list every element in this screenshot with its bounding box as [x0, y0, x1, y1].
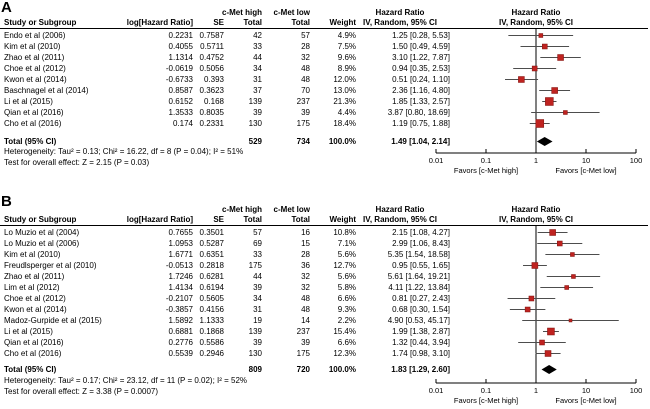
total-high-value: 42 [253, 31, 262, 40]
total-low-column-header: Total [291, 215, 310, 224]
total-high-value: 39 [253, 338, 262, 347]
forest-plot-canvas [426, 2, 650, 190]
hr-marker [571, 275, 575, 279]
se-value: 0.8035 [199, 108, 224, 117]
total-low-value: 48 [301, 305, 310, 314]
study-column-header: Study or Subgroup [4, 18, 77, 27]
ci-text: 4.90 [0.53, 45.17] [387, 316, 450, 325]
total-weight: 100.0% [328, 137, 356, 146]
log-hr-value: -0.3857 [165, 305, 193, 314]
weight-column-header: Weight [329, 215, 356, 224]
total-high-sum: 809 [248, 365, 262, 374]
total-high-value: 69 [253, 239, 262, 248]
log-hr-value: -0.6733 [165, 75, 193, 84]
total-low-value: 36 [301, 261, 310, 270]
log-hr-value: 0.7655 [168, 228, 193, 237]
log-hr-value: 0.6152 [168, 97, 193, 106]
total-label: Total (95% CI) [4, 365, 57, 374]
ci-text: 1.32 [0.44, 3.94] [392, 338, 450, 347]
weight-value: 6.6% [337, 338, 356, 347]
hr-marker [569, 319, 572, 322]
hr-marker [532, 263, 538, 269]
summary-diamond [537, 137, 553, 146]
study-name: Cho et al (2016) [4, 349, 62, 358]
ci-text: 2.99 [1.06, 8.43] [392, 239, 450, 248]
total-low-value: 32 [301, 272, 310, 281]
total-label: Total (95% CI) [4, 137, 57, 146]
weight-value: 5.6% [337, 250, 356, 259]
weight-value: 8.9% [337, 64, 356, 73]
log-hr-value: 1.3533 [168, 108, 193, 117]
total-high-sum: 529 [248, 137, 262, 146]
ci-text: 1.19 [0.75, 1.88] [392, 119, 450, 128]
total-high-column-header: Total [243, 18, 262, 27]
total-high-value: 33 [253, 250, 262, 259]
se-value: 0.5586 [199, 338, 224, 347]
log-hr-value: 0.174 [172, 119, 193, 128]
weight-value: 12.7% [333, 261, 356, 270]
total-low-value: 15 [301, 239, 310, 248]
log-hr-value: 0.2776 [168, 338, 193, 347]
hr-marker [570, 253, 574, 257]
se-value: 0.2331 [199, 119, 224, 128]
ci-text: 1.50 [0.49, 4.59] [392, 42, 450, 51]
weight-value: 18.4% [333, 119, 356, 128]
total-high-value: 44 [253, 272, 262, 281]
weight-value: 7.5% [337, 42, 356, 51]
se-value: 0.2818 [199, 261, 224, 270]
hr-marker [545, 98, 553, 106]
weight-value: 9.6% [337, 53, 356, 62]
total-high-value: 139 [248, 327, 262, 336]
total-high-value: 19 [253, 316, 262, 325]
se-value: 0.6194 [199, 283, 224, 292]
total-low-value: 39 [301, 108, 310, 117]
se-value: 0.4752 [199, 53, 224, 62]
total-low-value: 48 [301, 294, 310, 303]
weight-value: 10.8% [333, 228, 356, 237]
hr-marker [532, 66, 537, 71]
log-hr-value: 1.1314 [168, 53, 193, 62]
weight-value: 21.3% [333, 97, 356, 106]
method-column-header: IV, Random, 95% CI [363, 215, 437, 224]
total-high-value: 130 [248, 119, 262, 128]
se-value: 0.3501 [199, 228, 224, 237]
se-column-header: SE [213, 215, 224, 224]
ci-text: 0.68 [0.30, 1.54] [392, 305, 450, 314]
study-name: Li et al (2015) [4, 327, 53, 336]
hr-marker [550, 230, 556, 236]
total-low-value: 57 [301, 31, 310, 40]
se-value: 0.5605 [199, 294, 224, 303]
se-value: 0.6281 [199, 272, 224, 281]
hr-marker [539, 34, 543, 38]
favors-right-label: Favors [c-Met low] [555, 166, 617, 175]
total-low-value: 237 [296, 97, 310, 106]
ci-text: 1.74 [0.98, 3.10] [392, 349, 450, 358]
study-name: Qian et al (2016) [4, 338, 64, 347]
weight-value: 5.6% [337, 272, 356, 281]
study-name: Madoz-Gurpide et al (2015) [4, 316, 102, 325]
log-hr-value: 0.5539 [168, 349, 193, 358]
hr-marker [518, 77, 524, 83]
log-hr-value: 1.6771 [168, 250, 193, 259]
se-value: 0.3623 [199, 86, 224, 95]
study-name: Lo Muzio et al (2006) [4, 239, 80, 248]
total-high-value: 31 [253, 305, 262, 314]
total-weight: 100.0% [328, 365, 356, 374]
ci-text: 0.95 [0.55, 1.65] [392, 261, 450, 270]
hr-marker [547, 328, 554, 335]
ci-text: 1.25 [0.28, 5.53] [392, 31, 450, 40]
summary-diamond [542, 365, 557, 374]
study-name: Kwon et al (2014) [4, 75, 67, 84]
loghr-column-header: log[Hazard Ratio] [126, 215, 193, 224]
axis-tick-label: 1 [533, 156, 539, 165]
plot-method-header: IV, Random, 95% CI [499, 18, 573, 27]
forest-panel-a [0, 2, 650, 190]
hazard-ratio-header: Hazard Ratio [375, 205, 425, 214]
study-name: Lim et al (2012) [4, 283, 60, 292]
total-high-value: 175 [248, 261, 262, 270]
favors-left-label: Favors [c-Met high] [453, 396, 519, 405]
total-low-value: 32 [301, 283, 310, 292]
ci-text: 2.36 [1.16, 4.80] [392, 86, 450, 95]
weight-value: 5.8% [337, 283, 356, 292]
hr-marker [540, 340, 545, 345]
hr-marker [552, 88, 558, 94]
total-high-value: 57 [253, 228, 262, 237]
weight-value: 6.6% [337, 294, 356, 303]
ci-text: 0.94 [0.35, 2.53] [392, 64, 450, 73]
loghr-column-header: log[Hazard Ratio] [126, 18, 193, 27]
axis-tick-label: 0.01 [428, 156, 444, 165]
hr-marker [557, 241, 562, 246]
heterogeneity-note: Heterogeneity: Tau² = 0.17; Chi² = 23.12, df = 11 (P = 0.02); I² = 52% [4, 376, 248, 385]
se-value: 0.393 [203, 75, 224, 84]
total-low-value: 39 [301, 338, 310, 347]
se-value: 0.5711 [200, 42, 224, 51]
total-high-value: 33 [253, 42, 262, 51]
study-name: Freudlsperger et al (2010) [4, 261, 97, 270]
weight-value: 4.4% [337, 108, 356, 117]
total-low-value: 32 [301, 53, 310, 62]
hr-marker [542, 44, 547, 49]
ci-text: 0.81 [0.27, 2.43] [392, 294, 450, 303]
total-low-sum: 734 [296, 137, 310, 146]
plot-hazard-ratio-header: Hazard Ratio [511, 205, 561, 214]
total-low-value: 16 [301, 228, 310, 237]
weight-value: 7.1% [337, 239, 356, 248]
se-value: 1.1333 [199, 316, 224, 325]
study-name: Li et al (2015) [4, 97, 53, 106]
study-name: Endo et al (2006) [4, 31, 66, 40]
plot-method-header: IV, Random, 95% CI [499, 215, 573, 224]
total-high-value: 34 [253, 294, 262, 303]
log-hr-value: 0.4055 [168, 42, 193, 51]
total-low-column-header: Total [291, 18, 310, 27]
total-high-value: 39 [253, 283, 262, 292]
total-low-value: 175 [296, 119, 310, 128]
ci-text: 1.99 [1.38, 2.87] [392, 327, 450, 336]
total-high-value: 37 [253, 86, 262, 95]
total-high-value: 39 [253, 108, 262, 117]
hr-marker [545, 351, 551, 357]
study-name: Lo Muzio et al (2004) [4, 228, 80, 237]
study-name: Choe et al (2012) [4, 294, 66, 303]
hazard-ratio-header: Hazard Ratio [375, 8, 425, 17]
plot-hazard-ratio-header: Hazard Ratio [511, 8, 561, 17]
total-low-value: 28 [301, 250, 310, 259]
se-value: 0.1868 [199, 327, 224, 336]
ci-text: 2.15 [1.08, 4.27] [392, 228, 450, 237]
total-high-value: 130 [248, 349, 262, 358]
log-hr-value: 0.2231 [168, 31, 193, 40]
study-name: Baschnagel et al (2014) [4, 86, 89, 95]
log-hr-value: 0.8587 [168, 86, 193, 95]
se-value: 0.6351 [199, 250, 224, 259]
total-low-value: 70 [301, 86, 310, 95]
ci-text: 4.11 [1.22, 13.84] [388, 283, 450, 292]
axis-tick-label: 0.1 [480, 156, 492, 165]
study-name: Zhao et al (2011) [4, 53, 65, 62]
log-hr-value: 1.7246 [168, 272, 193, 281]
method-column-header: IV, Random, 95% CI [363, 18, 437, 27]
group-low-header: c-Met low [273, 8, 310, 17]
ci-text: 0.51 [0.24, 1.10] [392, 75, 450, 84]
log-hr-value: 0.6881 [168, 327, 193, 336]
study-name: Choe et al (2012) [4, 64, 66, 73]
ci-text: 3.87 [0.80, 18.69] [387, 108, 450, 117]
weight-value: 13.0% [333, 86, 356, 95]
total-ci: 1.49 [1.04, 2.14] [391, 137, 450, 146]
hr-marker [565, 286, 569, 290]
study-name: Cho et al (2016) [4, 119, 62, 128]
total-high-value: 44 [253, 53, 262, 62]
se-value: 0.5287 [199, 239, 224, 248]
total-low-value: 175 [296, 349, 310, 358]
overall-effect-note: Test for overall effect: Z = 3.38 (P = 0.0007) [4, 387, 159, 396]
axis-tick-label: 0.01 [428, 386, 444, 395]
hr-marker [525, 307, 530, 312]
log-hr-value: 1.4134 [168, 283, 193, 292]
forest-plot-canvas [426, 192, 650, 409]
ci-text: 3.10 [1.22, 7.87] [392, 53, 450, 62]
group-high-header: c-Met high [222, 205, 262, 214]
study-name: Kwon et al (2014) [4, 305, 67, 314]
total-low-value: 48 [301, 75, 310, 84]
axis-tick-label: 1 [533, 386, 539, 395]
weight-value: 4.9% [337, 31, 356, 40]
se-value: 0.4156 [199, 305, 224, 314]
axis-tick-label: 100 [629, 156, 643, 165]
total-ci: 1.83 [1.29, 2.60] [391, 365, 450, 374]
favors-right-label: Favors [c-Met low] [555, 396, 617, 405]
total-low-value: 14 [301, 316, 310, 325]
total-low-value: 48 [301, 64, 310, 73]
log-hr-value: -0.0619 [165, 64, 193, 73]
hr-marker [563, 111, 567, 115]
se-value: 0.7587 [199, 31, 224, 40]
total-low-value: 237 [296, 327, 310, 336]
log-hr-value: 1.5892 [168, 316, 193, 325]
study-name: Kim et al (2010) [4, 250, 61, 259]
total-high-value: 139 [248, 97, 262, 106]
hr-marker [558, 55, 564, 61]
axis-tick-label: 10 [581, 386, 591, 395]
ci-text: 5.35 [1.54, 18.58] [387, 250, 450, 259]
weight-column-header: Weight [329, 18, 356, 27]
axis-tick-label: 100 [629, 386, 643, 395]
log-hr-value: -0.2107 [165, 294, 193, 303]
axis-tick-label: 0.1 [480, 386, 492, 395]
weight-value: 12.3% [333, 349, 356, 358]
total-high-column-header: Total [243, 215, 262, 224]
forest-panel-b [0, 192, 650, 409]
weight-value: 2.2% [337, 316, 356, 325]
se-value: 0.2946 [199, 349, 224, 358]
weight-value: 15.4% [333, 327, 356, 336]
favors-left-label: Favors [c-Met high] [453, 166, 519, 175]
total-low-value: 28 [301, 42, 310, 51]
panel-label: A [1, 0, 12, 16]
axis-tick-label: 10 [581, 156, 591, 165]
overall-effect-note: Test for overall effect: Z = 2.15 (P = 0.03) [4, 158, 150, 167]
se-value: 0.5056 [199, 64, 224, 73]
log-hr-value: 1.0953 [168, 239, 193, 248]
group-low-header: c-Met low [273, 205, 310, 214]
study-name: Zhao et al (2011) [4, 272, 65, 281]
group-high-header: c-Met high [222, 8, 262, 17]
ci-text: 1.85 [1.33, 2.57] [392, 97, 450, 106]
weight-value: 9.3% [337, 305, 356, 314]
ci-text: 5.61 [1.64, 19.21] [387, 272, 450, 281]
log-hr-value: -0.0513 [165, 261, 193, 270]
weight-value: 12.0% [333, 75, 356, 84]
total-low-sum: 720 [296, 365, 310, 374]
se-value: 0.168 [203, 97, 224, 106]
study-column-header: Study or Subgroup [4, 215, 77, 224]
panel-label: B [1, 193, 12, 210]
total-high-value: 34 [253, 64, 262, 73]
total-high-value: 31 [253, 75, 262, 84]
hr-marker [536, 120, 544, 128]
study-name: Kim et al (2010) [4, 42, 61, 51]
se-column-header: SE [213, 18, 224, 27]
heterogeneity-note: Heterogeneity: Tau² = 0.13; Chi² = 16.22, df = 8 (P = 0.04); I² = 51% [4, 147, 244, 156]
study-name: Qian et al (2016) [4, 108, 64, 117]
hr-marker [529, 296, 534, 301]
